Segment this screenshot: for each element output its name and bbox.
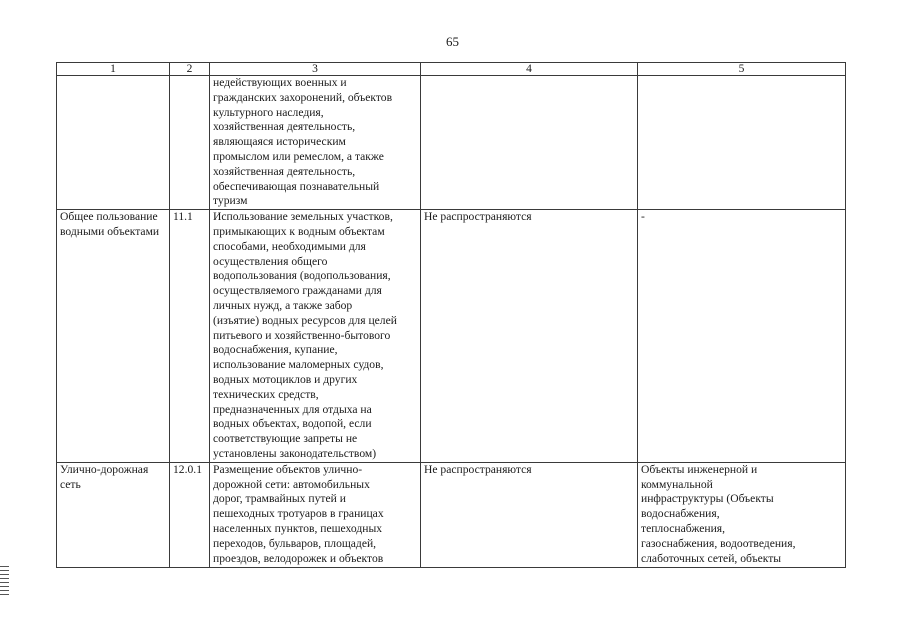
description-line: осуществления общего	[213, 254, 328, 268]
description-cell	[210, 462, 421, 567]
description-line: использование маломерных судов,	[213, 358, 384, 372]
description-line: водоснабжения, купание,	[213, 343, 338, 357]
auxiliary-line: водоснабжения,	[641, 507, 720, 521]
description-line: Размещение объектов улично-	[213, 462, 363, 476]
description-line: являющаяся историческим	[213, 135, 346, 149]
use-type-cell: Общее пользование водными объектами	[57, 210, 170, 463]
description-line: водопользования (водопользования,	[213, 269, 391, 283]
page-number: 65	[446, 34, 459, 49]
scan-margin-mark	[0, 566, 9, 596]
description-cell	[210, 210, 421, 463]
column-header: 4	[421, 63, 638, 76]
description-cell	[210, 76, 421, 210]
description-line: личных нужд, а также забор	[213, 298, 353, 312]
auxiliary-line: коммунальной	[641, 477, 713, 491]
description-line: примыкающих к водным объектам	[213, 224, 385, 238]
description-line: осуществляемого гражданами для	[213, 284, 382, 298]
auxiliary-uses-cell: -	[638, 210, 846, 463]
auxiliary-uses-cell	[638, 462, 846, 567]
description-line: промыслом или ремеслом, а также	[213, 149, 384, 163]
table-row	[57, 462, 846, 567]
use-type-cell: Улично-дорожная сеть	[57, 462, 170, 567]
use-type-cell	[57, 76, 170, 210]
description-line: пешеходных тротуаров в границах	[213, 507, 384, 521]
code-cell: 11.1	[170, 210, 210, 463]
land-use-table	[56, 62, 846, 568]
description-line: технических средств,	[213, 387, 319, 401]
auxiliary-line: слаботочных сетей, объекты	[641, 551, 782, 565]
code-cell: 12.0.1	[170, 462, 210, 567]
description-line: туризм	[213, 194, 248, 208]
description-line: способами, необходимыми для	[213, 239, 366, 253]
auxiliary-line: Объекты инженерной и	[641, 462, 758, 476]
restrictions-cell: Не распространяются	[421, 210, 638, 463]
description-line: гражданских захоронений, объектов	[213, 90, 393, 104]
description-line: соответствующие запреты не	[213, 432, 358, 446]
description-line: дорожной сети: автомобильных	[213, 477, 370, 491]
code-cell	[170, 76, 210, 210]
column-header: 1	[57, 63, 170, 76]
description-line: хозяйственная деятельность,	[213, 120, 356, 134]
description-line: водных мотоциклов и других	[213, 372, 358, 386]
auxiliary-line: газоснабжения, водоотведения,	[641, 536, 796, 550]
restrictions-cell	[421, 76, 638, 210]
description-line: Использование земельных участков,	[213, 210, 393, 224]
description-line: установлены законодательством)	[213, 446, 377, 460]
auxiliary-line: инфраструктуры (Объекты	[641, 492, 774, 506]
description-line: водных объектах, водопой, если	[213, 417, 372, 431]
table-row	[57, 76, 846, 210]
description-line: культурного наследия,	[213, 105, 324, 119]
description-line: предназначенных для отдыха на	[213, 402, 372, 416]
description-line: недействующих военных и	[213, 76, 347, 89]
description-line: обеспечивающая познавательный	[213, 179, 380, 193]
description-line: дорог, трамвайных путей и	[213, 492, 346, 506]
table-header-row	[57, 63, 846, 76]
description-line: хозяйственная деятельность,	[213, 164, 356, 178]
description-line: переходов, бульваров, площадей,	[213, 536, 377, 550]
column-header: 5	[638, 63, 846, 76]
restrictions-cell: Не распространяются	[421, 462, 638, 567]
table-row	[57, 210, 846, 463]
column-header: 2	[170, 63, 210, 76]
auxiliary-line: теплоснабжения,	[641, 521, 726, 535]
description-line: проездов, велодорожек и объектов	[213, 551, 384, 565]
description-line: (изъятие) водных ресурсов для целей	[213, 313, 397, 327]
column-header: 3	[210, 63, 421, 76]
description-line: питьевого и хозяйственно-бытового	[213, 328, 391, 342]
description-line: населенных пунктов, пешеходных	[213, 521, 383, 535]
auxiliary-uses-cell	[638, 76, 846, 210]
